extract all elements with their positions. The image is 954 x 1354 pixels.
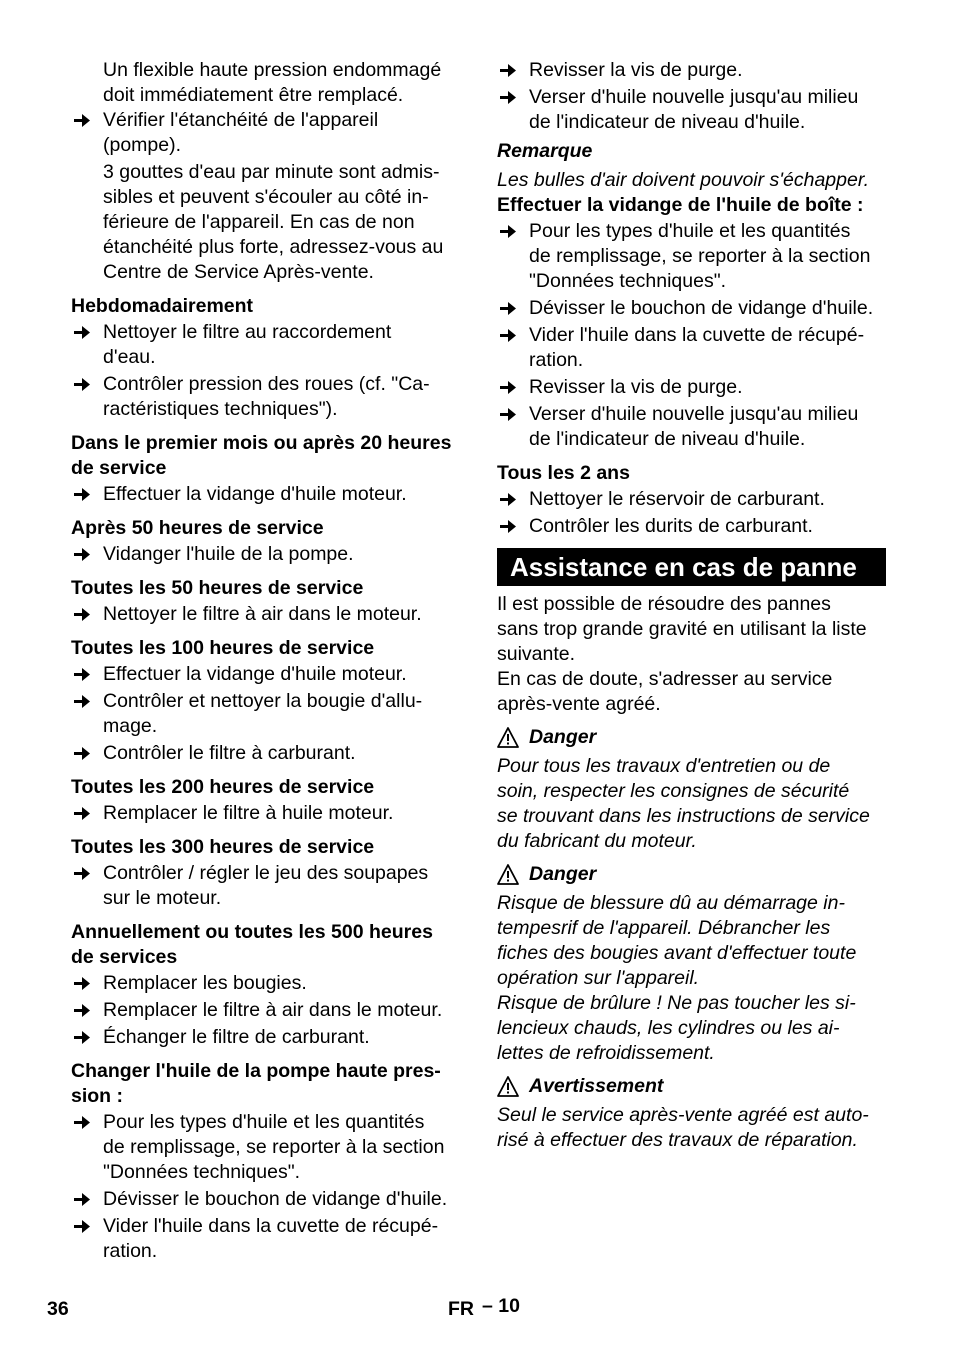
warning-triangle-icon <box>497 1076 519 1097</box>
every-50-heading: Toutes les 50 heures de service <box>71 577 364 599</box>
every-100-heading: Toutes les 100 heures de service <box>71 637 375 659</box>
list-item-text <box>103 482 461 507</box>
text-line: de remplissage, se reporter à la section <box>529 245 871 267</box>
text-line: tempesrif de l'appareil. Débrancher les <box>497 917 831 939</box>
list-item <box>71 482 461 507</box>
text-line: Changer l'huile de la pompe haute pres- <box>71 1060 441 1082</box>
list-item-text <box>103 1025 461 1050</box>
list-item-text <box>103 1187 461 1212</box>
danger-label-1: Danger <box>529 726 597 748</box>
first-month-list <box>71 482 461 507</box>
danger-text-2 <box>497 891 889 1066</box>
text-line: Un flexible haute pression endommagé <box>103 59 442 81</box>
right-column <box>497 58 889 1153</box>
text-line: Vérifier l'étanchéité de l'appareil <box>103 109 379 131</box>
every-200-list <box>71 801 461 826</box>
text-line: ration. <box>103 1240 158 1262</box>
arrow-right-icon <box>71 801 93 826</box>
arrow-right-icon <box>71 602 93 627</box>
text-line: après-vente agréé. <box>497 693 661 715</box>
list-item-text <box>529 514 889 539</box>
list-item <box>71 1214 461 1264</box>
warning-heading <box>497 1074 889 1099</box>
arrow-right-icon <box>71 689 93 714</box>
arrow-right-icon <box>71 1025 93 1050</box>
list-item-text <box>529 323 889 373</box>
list-item-text <box>103 1214 461 1264</box>
page-number: 36 <box>47 1298 69 1320</box>
list-item <box>71 689 461 739</box>
list-item-text <box>103 542 461 567</box>
text-line: suivante. <box>497 643 576 665</box>
list-item <box>497 85 889 135</box>
leak-paragraph <box>71 160 461 285</box>
list-item <box>71 801 461 826</box>
arrow-right-icon <box>71 998 93 1023</box>
list-item-text <box>103 662 461 687</box>
text-line: Échanger le filtre de carburant. <box>103 1026 370 1048</box>
check-list <box>71 108 461 158</box>
list-item-text <box>103 801 461 826</box>
text-line: Pour les types d'huile et les quantités <box>529 220 851 242</box>
text-line: (pompe). <box>103 134 182 156</box>
list-item-text <box>103 372 461 422</box>
text-line: d'eau. <box>103 346 156 368</box>
every-50-list <box>71 602 461 627</box>
arrow-right-icon <box>497 375 519 400</box>
text-line: étanchéité plus forte, adressez-vous au <box>103 236 444 258</box>
text-line: lencieux chauds, les cylindres ou les ai- <box>497 1017 840 1039</box>
arrow-right-icon <box>71 1187 93 1212</box>
list-item <box>497 323 889 373</box>
text-line: Remplacer le filtre à huile moteur. <box>103 802 394 824</box>
arrow-right-icon <box>497 514 519 539</box>
list-item-text <box>529 375 889 400</box>
text-line: Centre de Service Après-vente. <box>103 261 374 283</box>
list-item <box>71 372 461 422</box>
arrow-right-icon <box>497 402 519 427</box>
warning-text <box>497 1103 889 1153</box>
text-line: de remplissage, se reporter à la section <box>103 1136 445 1158</box>
arrow-right-icon <box>71 741 93 766</box>
list-item <box>71 971 461 996</box>
warning-triangle-icon <box>497 727 519 748</box>
arrow-right-icon <box>497 323 519 348</box>
after-50-list <box>71 542 461 567</box>
text-line: fiches des bougies avant d'effectuer toute <box>497 942 857 964</box>
danger-text-1 <box>497 754 889 854</box>
text-line: Revisser la vis de purge. <box>529 376 743 398</box>
arrow-right-icon <box>71 482 93 507</box>
text-line: opération sur l'appareil. <box>497 967 700 989</box>
list-item-text <box>529 58 889 83</box>
list-item-text <box>529 219 889 294</box>
every-300-heading: Toutes les 300 heures de service <box>71 836 375 858</box>
list-item <box>71 662 461 687</box>
section-title: Assistance en cas de panne <box>497 548 886 586</box>
text-line: sur le moteur. <box>103 887 222 909</box>
weekly-heading: Hebdomadairement <box>71 295 254 317</box>
text-line: Risque de blessure dû au démarrage in- <box>497 892 845 914</box>
left-column <box>71 58 461 1266</box>
list-item-text <box>103 602 461 627</box>
list-item-text <box>103 689 461 739</box>
danger-heading-1 <box>497 725 889 750</box>
arrow-right-icon <box>71 542 93 567</box>
text-line: Pour les types d'huile et les quantités <box>103 1111 425 1133</box>
arrow-right-icon <box>71 861 93 886</box>
two-years-list <box>497 487 889 539</box>
text-line: "Données techniques". <box>529 270 727 292</box>
text-line: 3 gouttes d'eau par minute sont admis- <box>103 161 440 183</box>
text-line: Contrôler le filtre à carburant. <box>103 742 356 764</box>
text-line: Contrôler et nettoyer la bougie d'allu- <box>103 690 423 712</box>
list-item-text <box>103 741 461 766</box>
every-200-heading: Toutes les 200 heures de service <box>71 776 375 798</box>
text-line: Pour tous les travaux d'entretien ou de <box>497 755 831 777</box>
list-item <box>71 1110 461 1185</box>
text-line: du fabricant du moteur. <box>497 830 697 852</box>
list-item <box>497 402 889 452</box>
every-300-list <box>71 861 461 911</box>
list-item <box>497 375 889 400</box>
weekly-list <box>71 320 461 422</box>
remark-heading: Remarque <box>497 140 593 162</box>
pump-oil-list <box>71 1110 461 1264</box>
remark-text: Les bulles d'air doivent pouvoir s'échapper. <box>497 169 870 191</box>
gear-oil-list <box>497 219 889 452</box>
text-line: doit immédiatement être remplacé. <box>103 84 404 106</box>
gear-oil-heading: Effectuer la vidange de l'huile de boîte : <box>497 194 864 216</box>
text-line: sans trop grande gravité en utilisant la liste <box>497 618 867 640</box>
danger-heading-2 <box>497 862 889 887</box>
list-item <box>71 1187 461 1212</box>
text-line: Nettoyer le filtre à air dans le moteur. <box>103 603 422 625</box>
pump-oil-heading <box>71 1059 461 1109</box>
text-line: Verser d'huile nouvelle jusqu'au milieu <box>529 403 859 425</box>
list-item-text <box>529 296 889 321</box>
text-line: Effectuer la vidange d'huile moteur. <box>103 483 407 505</box>
text-line: Dévisser le bouchon de vidange d'huile. <box>529 297 874 319</box>
text-line: Vider l'huile dans la cuvette de récupé- <box>103 1215 439 1237</box>
two-years-heading: Tous les 2 ans <box>497 462 630 484</box>
list-item <box>497 514 889 539</box>
arrow-right-icon <box>497 296 519 321</box>
text-line: Contrôler / régler le jeu des soupapes <box>103 862 429 884</box>
list-item <box>71 998 461 1023</box>
arrow-right-icon <box>497 219 519 244</box>
arrow-right-icon <box>71 662 93 687</box>
list-item-text <box>103 971 461 996</box>
arrow-right-icon <box>71 971 93 996</box>
text-line: Seul le service après-vente agréé est auto- <box>497 1104 869 1126</box>
text-line: Verser d'huile nouvelle jusqu'au milieu <box>529 86 859 108</box>
list-item-text <box>103 1110 461 1185</box>
text-line: se trouvant dans les instructions de service <box>497 805 870 827</box>
arrow-right-icon <box>497 487 519 512</box>
text-line: Vidanger l'huile de la pompe. <box>103 543 354 565</box>
text-line: férieure de l'appareil. En cas de non <box>103 211 415 233</box>
list-item-text <box>529 85 889 135</box>
text-line: Vider l'huile dans la cuvette de récupé- <box>529 324 865 346</box>
yearly-heading <box>71 920 461 970</box>
intro-paragraph <box>71 58 461 108</box>
arrow-right-icon <box>71 372 93 397</box>
sub-page-number: – 10 <box>482 1295 520 1317</box>
list-item-text <box>103 861 461 911</box>
text-line: sibles et peuvent s'écouler au côté in- <box>103 186 429 208</box>
arrow-right-icon <box>71 1214 93 1239</box>
text-line: sion : <box>71 1085 123 1107</box>
list-item <box>71 741 461 766</box>
arrow-right-icon <box>71 320 93 345</box>
yearly-list <box>71 971 461 1050</box>
text-line: de services <box>71 946 178 968</box>
text-line: Dans le premier mois ou après 20 heures <box>71 432 452 454</box>
text-line: ractéristiques techniques"). <box>103 398 338 420</box>
text-line: de service <box>71 457 167 479</box>
list-item <box>497 296 889 321</box>
text-line: Contrôler les durits de carburant. <box>529 515 813 537</box>
text-line: ration. <box>529 349 584 371</box>
text-line: Nettoyer le réservoir de carburant. <box>529 488 825 510</box>
pump-oil-list-continued <box>497 58 889 135</box>
arrow-right-icon <box>71 108 93 133</box>
list-item <box>71 861 461 911</box>
text-line: lettes de refroidissement. <box>497 1042 715 1064</box>
language-code: FR <box>448 1298 474 1320</box>
warning-triangle-icon <box>497 864 519 885</box>
list-item <box>497 487 889 512</box>
list-item-text <box>529 402 889 452</box>
list-item <box>71 1025 461 1050</box>
arrow-right-icon <box>71 1110 93 1135</box>
danger-label-2: Danger <box>529 863 597 885</box>
warning-label: Avertissement <box>529 1075 664 1097</box>
text-line: Effectuer la vidange d'huile moteur. <box>103 663 407 685</box>
text-line: de l'indicateur de niveau d'huile. <box>529 111 806 133</box>
text-line: Il est possible de résoudre des pannes <box>497 593 831 615</box>
troubleshooting-intro <box>497 592 889 717</box>
text-line: soin, respecter les consignes de sécurité <box>497 780 850 802</box>
list-item <box>71 542 461 567</box>
after-50-heading: Après 50 heures de service <box>71 517 324 539</box>
text-line: Annuellement ou toutes les 500 heures <box>71 921 433 943</box>
text-line: "Données techniques". <box>103 1161 301 1183</box>
every-100-list <box>71 662 461 766</box>
list-item <box>497 219 889 294</box>
text-line: Revisser la vis de purge. <box>529 59 743 81</box>
list-item <box>497 58 889 83</box>
list-item-text <box>103 320 461 370</box>
text-line: Nettoyer le filtre au raccordement <box>103 321 392 343</box>
list-item <box>71 602 461 627</box>
text-line: risé à effectuer des travaux de réparation. <box>497 1129 858 1151</box>
list-item-text <box>529 487 889 512</box>
text-line: Remplacer les bougies. <box>103 972 307 994</box>
text-line: Contrôler pression des roues (cf. "Ca- <box>103 373 430 395</box>
list-item <box>71 108 461 158</box>
first-month-heading <box>71 431 461 481</box>
list-item-text <box>103 998 461 1023</box>
text-line: Risque de brûlure ! Ne pas toucher les si- <box>497 992 856 1014</box>
text-line: de l'indicateur de niveau d'huile. <box>529 428 806 450</box>
list-item-text <box>103 108 461 158</box>
text-line: mage. <box>103 715 158 737</box>
arrow-right-icon <box>497 85 519 110</box>
text-line: Dévisser le bouchon de vidange d'huile. <box>103 1188 448 1210</box>
arrow-right-icon <box>497 58 519 83</box>
text-line: Remplacer le filtre à air dans le moteur. <box>103 999 443 1021</box>
list-item <box>71 320 461 370</box>
text-line: En cas de doute, s'adresser au service <box>497 668 833 690</box>
